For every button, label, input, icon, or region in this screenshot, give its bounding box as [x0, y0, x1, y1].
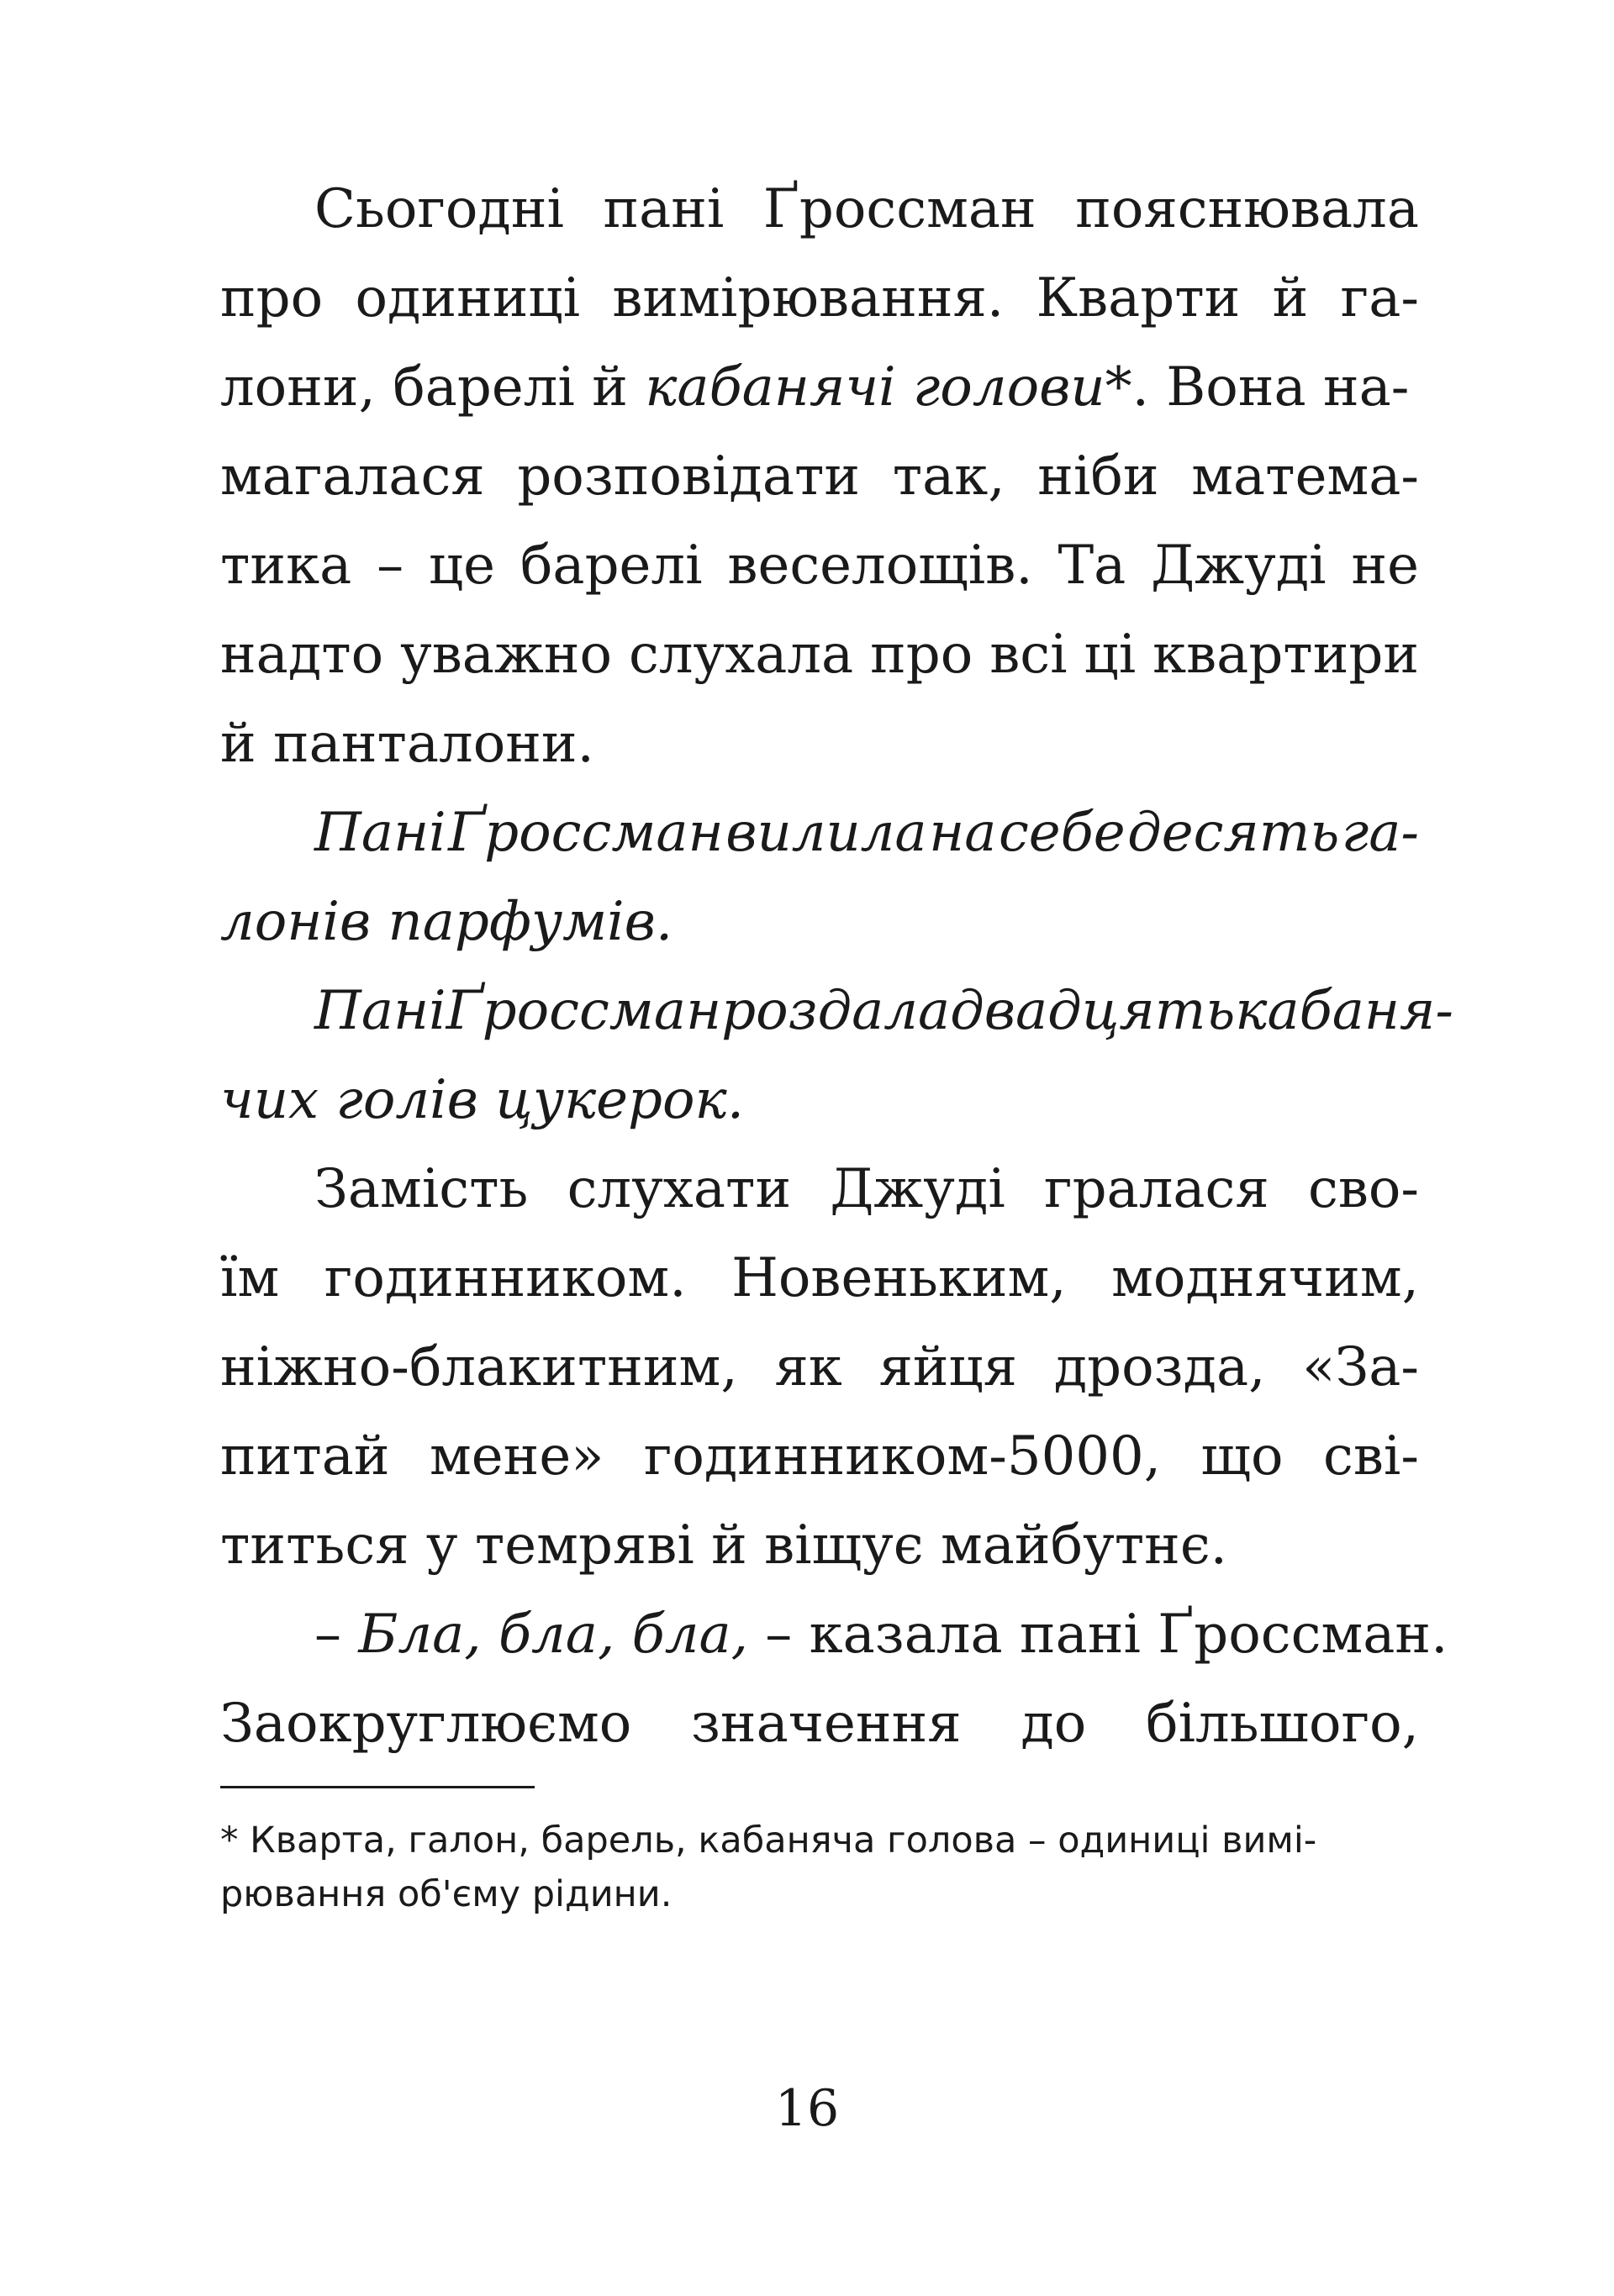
word: двадцять: [950, 980, 1236, 1042]
word: десять: [1127, 802, 1340, 864]
word: «За-: [1302, 1336, 1419, 1398]
word: годинником-5000,: [643, 1425, 1162, 1488]
word: ніжно-блакитним,: [220, 1336, 738, 1398]
page-number: 16: [774, 2079, 840, 2138]
text-line: [220, 165, 1419, 254]
word: Заокруглюємо: [220, 1693, 632, 1755]
text-run: *. Вона на-: [1105, 356, 1410, 419]
word: слухала: [628, 624, 854, 686]
word: Пані: [314, 802, 446, 864]
word: тика: [220, 535, 352, 597]
word: ніби: [1037, 445, 1159, 508]
word: всі: [989, 624, 1068, 686]
dialogue-line: [220, 1590, 1448, 1679]
word: гралася: [1044, 1158, 1269, 1220]
text-line: [220, 521, 1419, 610]
footnote-line: * Кварта, галон, барель, кабаняча голова – одиниці вимі-: [220, 1819, 1317, 1862]
text-line: [220, 1323, 1419, 1412]
word: Ґроссман: [448, 802, 724, 864]
word: вилила: [725, 802, 927, 864]
word: про: [220, 267, 324, 329]
word: уважно: [400, 624, 613, 686]
word: Пані: [314, 980, 446, 1042]
body-text: [220, 165, 1454, 1768]
word: так,: [892, 445, 1005, 508]
word: Та: [1058, 535, 1126, 597]
word: це: [428, 535, 495, 597]
word: Ґроссман: [762, 178, 1036, 240]
text-line: [220, 254, 1419, 343]
footnote-line: рювання об'єму рідини.: [220, 1873, 672, 1915]
italic-run: Бла, бла, бла,: [358, 1604, 748, 1666]
word: Сьогодні: [314, 178, 564, 240]
word: не: [1351, 535, 1419, 597]
word: на: [929, 802, 997, 864]
word: про: [870, 624, 973, 686]
word: Новеньким,: [731, 1247, 1067, 1309]
word: мене»: [430, 1425, 604, 1488]
footnote: [220, 1814, 1419, 1921]
text-line: [220, 1679, 1419, 1768]
word: га-: [1340, 267, 1419, 329]
word: роздала: [721, 980, 951, 1042]
word: розповідати: [517, 445, 861, 508]
footnote-divider: [220, 1786, 535, 1788]
word: сві-: [1323, 1425, 1419, 1488]
text-line: [220, 1234, 1419, 1323]
text-line: й панталони.: [220, 713, 594, 775]
text-line: титься у темряві й віщує майбутнє.: [220, 1514, 1227, 1577]
word: їм: [220, 1247, 280, 1309]
italic-line: [220, 966, 1454, 1056]
word: га-: [1341, 802, 1419, 864]
word: ці: [1084, 624, 1137, 686]
word: яйця: [878, 1336, 1018, 1398]
italic-line: чих голів цукерок.: [220, 1069, 745, 1131]
word: Джуді: [830, 1158, 1005, 1220]
word: Кварти: [1036, 267, 1241, 329]
word: питай: [220, 1425, 390, 1488]
word: магалася: [220, 445, 485, 508]
word: одиниці: [355, 267, 581, 329]
word: себе: [998, 802, 1126, 864]
text-line: [220, 610, 1419, 699]
word: квартири: [1152, 624, 1419, 686]
word: пані: [603, 178, 725, 240]
word: дрозда,: [1053, 1336, 1266, 1398]
word: надто: [220, 624, 384, 686]
word: моднячим,: [1111, 1247, 1419, 1309]
word: до: [1021, 1693, 1087, 1755]
word: –: [377, 535, 404, 597]
italic-line: лонів парфумів.: [220, 891, 673, 953]
text-run: лони, барелі й: [220, 356, 646, 419]
text-line: [220, 432, 1419, 521]
word: кабаня-: [1235, 980, 1454, 1042]
word: більшого,: [1146, 1693, 1419, 1755]
word: що: [1200, 1425, 1284, 1488]
word: й: [1272, 267, 1309, 329]
text-run: –: [314, 1604, 359, 1666]
word: значення: [691, 1693, 962, 1755]
word: слухати: [567, 1158, 792, 1220]
word: вимірювання.: [612, 267, 1005, 329]
text-line: [220, 343, 1419, 432]
italic-line: [220, 788, 1419, 877]
word: Замість: [314, 1158, 529, 1220]
word: як: [774, 1336, 842, 1398]
footnoted-term: кабанячі голови: [645, 356, 1105, 419]
word: сво-: [1307, 1158, 1419, 1220]
word: пояснювала: [1075, 178, 1419, 240]
word: Ґроссман: [446, 980, 722, 1042]
word: матема-: [1191, 445, 1419, 508]
word: годинником.: [324, 1247, 687, 1309]
word: барелі: [520, 535, 703, 597]
text-run: – казала пані Ґроссман.: [747, 1604, 1448, 1666]
word: веселощів.: [727, 535, 1033, 597]
text-line: [220, 1145, 1419, 1234]
word: Джуді: [1151, 535, 1327, 597]
text-line: [220, 1412, 1419, 1501]
